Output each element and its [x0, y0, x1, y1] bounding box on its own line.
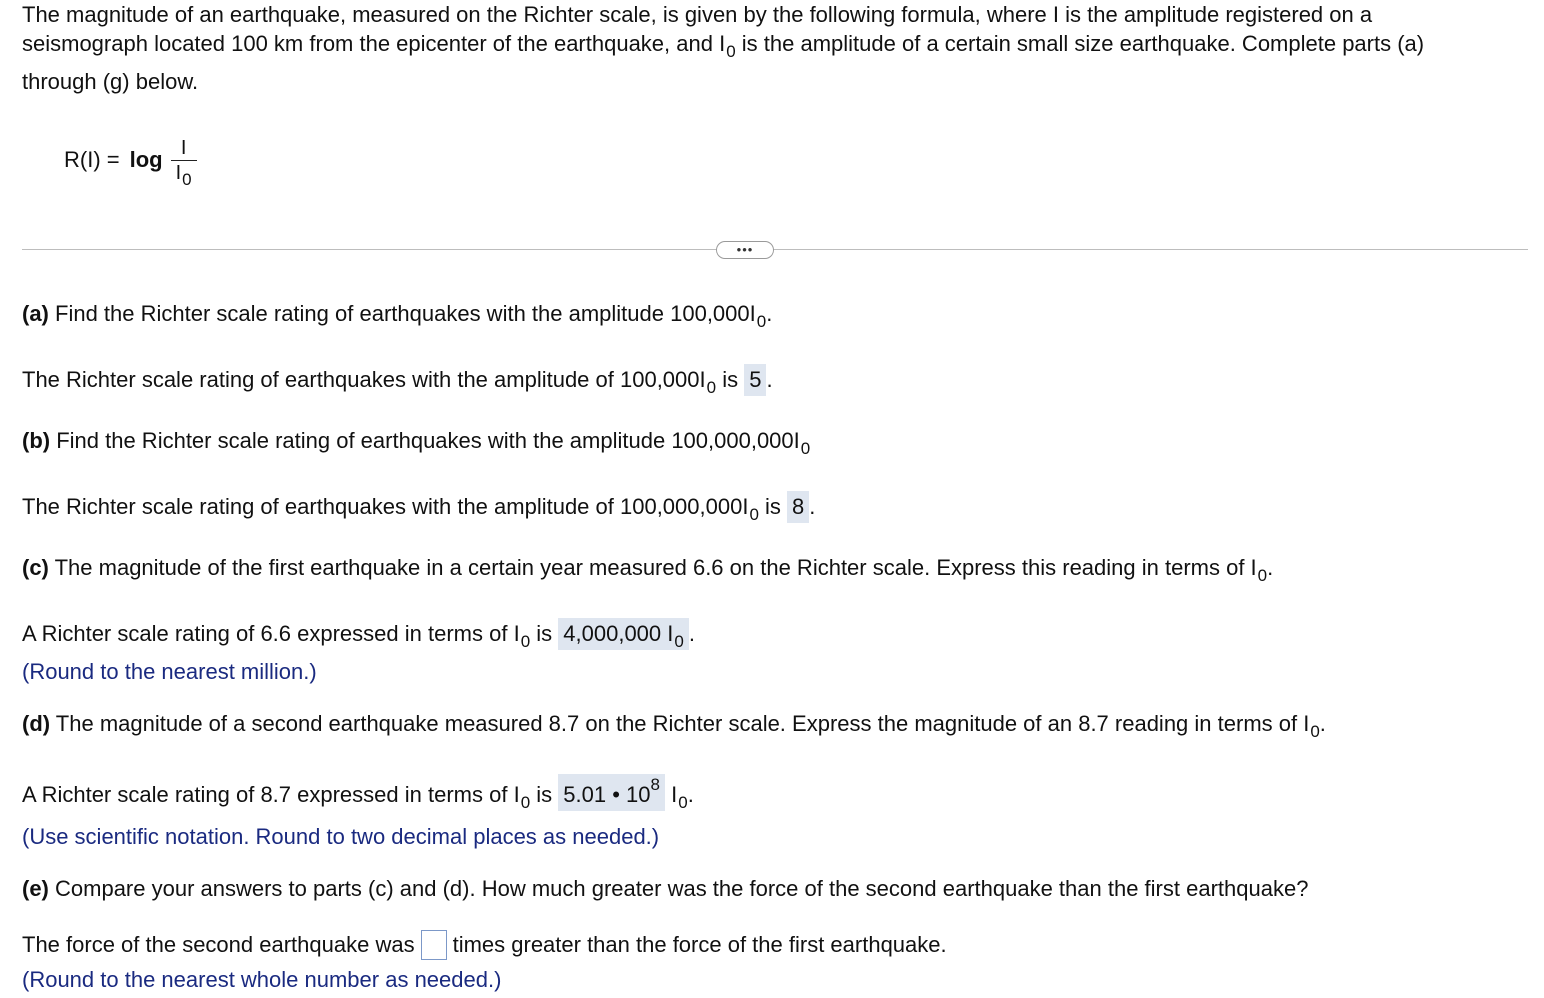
part-d-label: (d)	[22, 711, 51, 736]
part-d-question	[22, 711, 1326, 741]
part-d-question-text: The magnitude of a second earthquake measured 8.7 on the Richter scale. Express the magnitude of an 8.7 reading in terms of I	[50, 711, 1310, 736]
part-c-question-text: The magnitude of the first earthquake in a certain year measured 6.6 on the Richter scale. Express this reading in terms of I	[48, 555, 1257, 580]
part-e-question-text: Compare your answers to parts (c) and (d). How much greater was the force of the second earthquake than the first earthquake?	[48, 876, 1309, 901]
intro-line-2	[22, 31, 1425, 61]
part-d-answer	[22, 774, 694, 811]
part-b-answer-prefix: The Richter scale rating of earthquakes with the amplitude of 100,000,000I	[22, 494, 749, 519]
part-c-label: (c)	[22, 555, 49, 580]
subscript-zero: 0	[749, 505, 759, 524]
part-a-answer-box[interactable]: 5	[744, 364, 766, 396]
part-d-hint: (Use scientific notation. Round to two decimal places as needed.)	[22, 824, 660, 849]
part-a-answer-prefix: The Richter scale rating of earthquakes with the amplitude of 100,000I	[22, 367, 706, 392]
part-a-answer-period: .	[766, 367, 773, 392]
subscript-zero: 0	[1310, 722, 1320, 741]
intro-line-3: through (g) below.	[22, 69, 199, 94]
subscript-zero: 0	[706, 378, 717, 397]
intro-line-1: The magnitude of an earthquake, measured on the Richter scale, is given by the following formula, where I is the amplitude registered on a	[22, 2, 1373, 27]
formula-fraction	[171, 136, 197, 189]
fraction-numerator: I	[180, 136, 187, 159]
part-b-answer-period: .	[809, 494, 816, 519]
part-c-is: is	[530, 621, 559, 646]
part-c-answer-value: 4,000,000	[563, 621, 662, 646]
part-a-question-text: Find the Richter scale rating of earthquakes with the amplitude 100,000I	[48, 301, 756, 326]
part-c-answer-box[interactable]	[558, 618, 689, 650]
part-d-is: is	[530, 782, 559, 807]
part-c-answer-prefix: A Richter scale rating of 6.6 expressed in terms of I	[22, 621, 520, 646]
richter-formula	[64, 120, 197, 200]
part-a-answer	[22, 364, 773, 396]
part-a-is: is	[716, 367, 745, 392]
part-d-answer-box[interactable]	[558, 774, 665, 811]
intro-line-2-end: is the amplitude of a certain small size earthquake. Complete parts (a)	[735, 31, 1425, 56]
subscript-zero: 0	[674, 632, 684, 651]
part-a-question	[22, 301, 773, 331]
part-d-answer-unit: I	[665, 782, 678, 807]
part-b-answer	[22, 491, 815, 523]
part-b-question-text: Find the Richter scale rating of earthquakes with the amplitude 100,000,000I	[50, 428, 800, 453]
part-e-label: (e)	[22, 876, 49, 901]
formula-log: log	[129, 147, 163, 172]
formula-lhs: R(I) =	[64, 147, 120, 172]
part-c-answer-unit: I	[661, 621, 674, 646]
problem-intro	[22, 0, 1522, 96]
part-b-label: (b)	[22, 428, 51, 453]
part-a-period: .	[766, 301, 773, 326]
section-divider	[22, 249, 1528, 250]
denominator-letter: I	[175, 161, 182, 184]
part-d-period: .	[1319, 711, 1326, 736]
part-d-exponent: 8	[650, 775, 660, 794]
part-e-hint: (Round to the nearest whole number as needed.)	[22, 967, 502, 992]
part-e-answer-prefix: The force of the second earthquake was	[22, 932, 415, 957]
fraction-denominator	[172, 161, 196, 189]
part-c-period: .	[1267, 555, 1274, 580]
subscript-zero: 0	[182, 169, 192, 189]
part-d-answer-prefix: A Richter scale rating of 8.7 expressed in terms of I	[22, 782, 520, 807]
part-e-answer-input[interactable]	[421, 930, 447, 960]
part-b-answer-box[interactable]: 8	[787, 491, 809, 523]
part-d-mantissa: 5.01	[563, 782, 607, 807]
part-b-is: is	[758, 494, 788, 519]
part-d-base: 10	[626, 782, 651, 807]
part-c-answer	[22, 618, 695, 650]
expand-more-button[interactable]	[716, 241, 774, 259]
intro-line-2-start: seismograph located 100 km from the epicenter of the earthquake, and I	[22, 31, 726, 56]
part-c-answer-period: .	[688, 621, 695, 646]
subscript-zero: 0	[1257, 566, 1268, 585]
subscript-zero: 0	[756, 312, 767, 331]
part-c-hint: (Round to the nearest million.)	[22, 659, 317, 684]
part-e-answer	[22, 930, 947, 960]
part-c-question	[22, 555, 1274, 585]
subscript-zero: 0	[726, 42, 736, 61]
part-e-answer-suffix: times greater than the force of the first earthquake.	[452, 932, 947, 957]
part-e-question	[22, 876, 1308, 902]
part-a-label: (a)	[22, 301, 49, 326]
subscript-zero: 0	[800, 439, 811, 458]
multiply-dot: •	[606, 782, 627, 807]
part-b-question	[22, 428, 811, 458]
part-d-answer-period: .	[687, 782, 694, 807]
subscript-zero: 0	[520, 632, 531, 651]
subscript-zero: 0	[678, 793, 688, 812]
more-dots-icon: •••	[736, 242, 754, 257]
subscript-zero: 0	[520, 793, 531, 812]
